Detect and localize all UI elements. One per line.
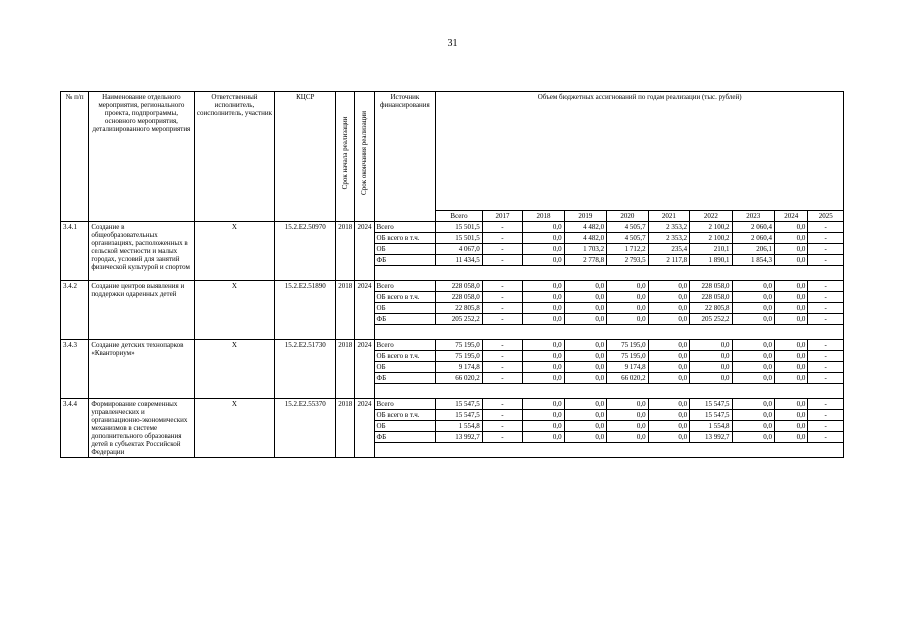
amount-cell: 0,0 [775, 351, 808, 362]
amount-cell: - [808, 292, 844, 303]
amount-cell: 22 805,8 [436, 303, 483, 314]
amount-cell: - [808, 255, 844, 266]
amount-cell: 0,0 [523, 222, 564, 233]
row-responsible: Х [194, 399, 275, 458]
row-number: 3.4.2 [61, 281, 89, 340]
amount-cell: 0,0 [523, 362, 564, 373]
amount-cell: 0,0 [775, 399, 808, 410]
amount-cell: 0,0 [607, 281, 648, 292]
year-header: 2023 [732, 211, 774, 222]
amount-cell: 75 195,0 [607, 340, 648, 351]
year-header: 2021 [648, 211, 689, 222]
row-responsible: Х [194, 340, 275, 399]
amount-cell: 0,0 [564, 292, 606, 303]
amount-cell: 13 992,7 [690, 432, 732, 443]
amount-cell: 0,0 [648, 362, 689, 373]
amount-cell: - [482, 314, 522, 325]
amount-cell: - [808, 362, 844, 373]
amount-cell: 0,0 [690, 362, 732, 373]
row-end: 2024 [355, 399, 374, 458]
amount-cell: 206,1 [732, 244, 774, 255]
col-resp-header: Ответственный исполнитель, соисполнитель, участник [194, 92, 275, 222]
amount-cell: 75 195,0 [607, 351, 648, 362]
amount-cell: 15 547,5 [436, 399, 483, 410]
amount-cell: 0,0 [648, 432, 689, 443]
amount-cell: 15 501,5 [436, 222, 483, 233]
funding-source: ОБ всего в т.ч. [374, 351, 436, 362]
amount-cell: 0,0 [523, 244, 564, 255]
amount-cell: - [482, 233, 522, 244]
amount-cell: 75 195,0 [436, 340, 483, 351]
amount-cell: 228 058,0 [436, 292, 483, 303]
amount-cell: - [808, 244, 844, 255]
funding-source: ОБ [374, 303, 436, 314]
amount-cell: 205 252,2 [690, 314, 732, 325]
amount-cell: 0,0 [607, 292, 648, 303]
funding-source: ОБ [374, 362, 436, 373]
row-end: 2024 [355, 281, 374, 340]
amount-cell: 0,0 [775, 281, 808, 292]
row-number: 3.4.4 [61, 399, 89, 458]
amount-cell: 0,0 [775, 314, 808, 325]
year-header: 2017 [482, 211, 522, 222]
amount-cell: 66 020,2 [436, 373, 483, 384]
amount-cell: 75 195,0 [436, 351, 483, 362]
amount-cell: 0,0 [775, 362, 808, 373]
amount-cell: 0,0 [607, 410, 648, 421]
funding-source: ОБ всего в т.ч. [374, 292, 436, 303]
amount-cell: 0,0 [775, 292, 808, 303]
amount-cell: - [482, 399, 522, 410]
amount-cell: 205 252,2 [436, 314, 483, 325]
spacer-cell [374, 384, 843, 399]
amount-cell: 235,4 [648, 244, 689, 255]
funding-source: ОБ [374, 244, 436, 255]
col-name-header: Наименование отдельного мероприятия, регионального проекта, подпрограммы, основного мероприятия, детализированного мероприятия [89, 92, 194, 222]
row-start: 2018 [336, 399, 355, 458]
amount-cell: 1 703,2 [564, 244, 606, 255]
funding-source: ОБ всего в т.ч. [374, 410, 436, 421]
amount-cell: 4 505,7 [607, 233, 648, 244]
funding-source: ФБ [374, 255, 436, 266]
col-start-header [336, 92, 355, 222]
amount-cell: 15 547,5 [690, 399, 732, 410]
row-end: 2024 [355, 222, 374, 281]
amount-cell: 0,0 [648, 340, 689, 351]
amount-cell: - [808, 399, 844, 410]
amount-cell: - [808, 410, 844, 421]
amount-cell: 0,0 [607, 314, 648, 325]
year-header: 2024 [775, 211, 808, 222]
amount-cell: 0,0 [775, 222, 808, 233]
amount-cell: 4 482,0 [564, 222, 606, 233]
amount-cell: 0,0 [775, 244, 808, 255]
year-header: 2025 [808, 211, 844, 222]
funding-source: ФБ [374, 373, 436, 384]
row-kbk: 15.2.Е2.50970 [275, 222, 336, 281]
amount-cell: 4 482,0 [564, 233, 606, 244]
row-name: Формирование современных управленческих и организационно-экономических механизмов в системе дополнительного образования детей в субъектах Российской Федерации [89, 399, 194, 458]
col-end-header [355, 92, 374, 222]
amount-cell: 0,0 [523, 314, 564, 325]
funding-source: ОБ [374, 421, 436, 432]
amount-cell: 0,0 [732, 421, 774, 432]
amount-cell: - [808, 233, 844, 244]
amount-cell: 0,0 [732, 292, 774, 303]
amount-cell: 2 100,2 [690, 222, 732, 233]
amount-cell: 0,0 [775, 373, 808, 384]
amount-cell: - [482, 432, 522, 443]
amount-cell: - [808, 351, 844, 362]
amount-cell: 0,0 [523, 255, 564, 266]
row-number: 3.4.1 [61, 222, 89, 281]
year-header: 2022 [690, 211, 732, 222]
row-responsible: Х [194, 281, 275, 340]
amount-cell: 0,0 [564, 303, 606, 314]
amount-cell: 9 174,8 [607, 362, 648, 373]
amount-cell: 0,0 [648, 314, 689, 325]
amount-cell: 0,0 [607, 432, 648, 443]
amount-cell: 0,0 [775, 432, 808, 443]
amount-cell: 228 058,0 [690, 281, 732, 292]
row-end: 2024 [355, 340, 374, 399]
amount-cell: 0,0 [775, 421, 808, 432]
amount-cell: 0,0 [523, 432, 564, 443]
amount-cell: - [482, 421, 522, 432]
amount-cell: 15 501,5 [436, 233, 483, 244]
amount-cell: 0,0 [775, 233, 808, 244]
amount-cell: 1 890,1 [690, 255, 732, 266]
row-start: 2018 [336, 281, 355, 340]
amount-cell: 9 174,8 [436, 362, 483, 373]
amount-cell: 0,0 [648, 399, 689, 410]
amount-cell: 0,0 [775, 410, 808, 421]
amount-cell: 0,0 [523, 421, 564, 432]
amount-cell: 0,0 [564, 399, 606, 410]
amount-cell: 0,0 [648, 351, 689, 362]
amount-cell: 0,0 [523, 292, 564, 303]
amount-cell: 0,0 [648, 410, 689, 421]
amount-cell: 22 805,8 [690, 303, 732, 314]
amount-cell: - [482, 281, 522, 292]
year-header: 2018 [523, 211, 564, 222]
funding-source: Всего [374, 222, 436, 233]
amount-cell: 0,0 [732, 432, 774, 443]
amount-cell: 15 547,5 [690, 410, 732, 421]
table-body [61, 222, 844, 458]
amount-cell: 0,0 [607, 421, 648, 432]
year-header: 2019 [564, 211, 606, 222]
amount-cell: - [808, 222, 844, 233]
row-start: 2018 [336, 340, 355, 399]
table-row [61, 399, 844, 410]
amount-cell: 0,0 [564, 340, 606, 351]
amount-cell: 15 547,5 [436, 410, 483, 421]
amount-cell: 0,0 [564, 351, 606, 362]
amount-cell: 0,0 [564, 314, 606, 325]
amount-cell: - [482, 373, 522, 384]
amount-cell: - [482, 244, 522, 255]
amount-cell: 0,0 [775, 255, 808, 266]
funding-source: ОБ всего в т.ч. [374, 233, 436, 244]
spacer-cell [374, 325, 843, 340]
col-volume-header: Объем бюджетных ассигнований по годам реализации (тыс. рублей) [436, 92, 844, 211]
row-kbk: 15.2.Е2.51890 [275, 281, 336, 340]
year-header: Всего [436, 211, 483, 222]
header-row [61, 92, 844, 211]
amount-cell: 66 020,2 [607, 373, 648, 384]
amount-cell: 0,0 [648, 373, 689, 384]
amount-cell: 0,0 [607, 303, 648, 314]
page-number: 31 [447, 38, 458, 49]
amount-cell: 0,0 [732, 281, 774, 292]
amount-cell: 228 058,0 [436, 281, 483, 292]
amount-cell: 0,0 [732, 340, 774, 351]
amount-cell: 1 712,2 [607, 244, 648, 255]
row-kbk: 15.2.Е2.51730 [275, 340, 336, 399]
row-number: 3.4.3 [61, 340, 89, 399]
amount-cell: - [482, 292, 522, 303]
amount-cell: 1 554,8 [690, 421, 732, 432]
amount-cell: 0,0 [523, 373, 564, 384]
amount-cell: 0,0 [564, 410, 606, 421]
year-header: 2020 [607, 211, 648, 222]
amount-cell: - [808, 373, 844, 384]
amount-cell: 0,0 [523, 281, 564, 292]
budget-table [60, 91, 844, 458]
amount-cell: 2 778,8 [564, 255, 606, 266]
amount-cell: 0,0 [564, 421, 606, 432]
amount-cell: 0,0 [732, 410, 774, 421]
amount-cell: 0,0 [732, 314, 774, 325]
col-source-header: Источник финансирования [374, 92, 436, 222]
row-kbk: 15.2.Е2.55370 [275, 399, 336, 458]
amount-cell: - [482, 340, 522, 351]
amount-cell: 11 434,5 [436, 255, 483, 266]
table-row [61, 340, 844, 351]
funding-source: ФБ [374, 314, 436, 325]
amount-cell: 0,0 [732, 373, 774, 384]
amount-cell: 0,0 [523, 233, 564, 244]
amount-cell: - [808, 421, 844, 432]
amount-cell: - [808, 281, 844, 292]
amount-cell: - [482, 222, 522, 233]
end-label: Срок окончания реализации [360, 111, 369, 195]
row-name: Создание детских технопарков «Кванториум» [89, 340, 194, 399]
amount-cell: 0,0 [648, 281, 689, 292]
amount-cell: 0,0 [564, 432, 606, 443]
amount-cell: 0,0 [648, 421, 689, 432]
amount-cell: 13 992,7 [436, 432, 483, 443]
amount-cell: - [482, 362, 522, 373]
amount-cell: 0,0 [523, 399, 564, 410]
amount-cell: 0,0 [564, 362, 606, 373]
spacer-cell [374, 266, 843, 281]
amount-cell: 0,0 [523, 410, 564, 421]
amount-cell: 2 793,5 [607, 255, 648, 266]
amount-cell: 0,0 [732, 399, 774, 410]
amount-cell: 0,0 [690, 373, 732, 384]
amount-cell: - [808, 432, 844, 443]
amount-cell: 0,0 [775, 340, 808, 351]
amount-cell: 2 117,8 [648, 255, 689, 266]
row-name: Создание в общеобразовательных организациях, расположенных в сельской местности и малых городах, условий для занятий физической культурой и спортом [89, 222, 194, 281]
funding-source: Всего [374, 281, 436, 292]
col-kbk-header: КЦСР [275, 92, 336, 222]
amount-cell: 2 353,2 [648, 222, 689, 233]
amount-cell: 0,0 [523, 351, 564, 362]
amount-cell: 4 067,0 [436, 244, 483, 255]
amount-cell: 1 854,3 [732, 255, 774, 266]
amount-cell: 0,0 [523, 340, 564, 351]
amount-cell: 0,0 [732, 303, 774, 314]
amount-cell: 0,0 [607, 399, 648, 410]
table-row [61, 222, 844, 233]
amount-cell: 0,0 [523, 303, 564, 314]
amount-cell: - [808, 303, 844, 314]
row-start: 2018 [336, 222, 355, 281]
amount-cell: 0,0 [732, 362, 774, 373]
amount-cell: 1 554,8 [436, 421, 483, 432]
amount-cell: 0,0 [690, 340, 732, 351]
amount-cell: - [808, 340, 844, 351]
col-num-header: № п/п [61, 92, 89, 222]
amount-cell: 210,1 [690, 244, 732, 255]
amount-cell: - [808, 314, 844, 325]
amount-cell: 2 060,4 [732, 233, 774, 244]
start-label: Срок начала реализации [341, 116, 350, 190]
amount-cell: 2 353,2 [648, 233, 689, 244]
amount-cell: 228 058,0 [690, 292, 732, 303]
row-responsible: Х [194, 222, 275, 281]
amount-cell: - [482, 255, 522, 266]
amount-cell: - [482, 410, 522, 421]
amount-cell: 0,0 [648, 292, 689, 303]
table-row [61, 281, 844, 292]
amount-cell: 2 100,2 [690, 233, 732, 244]
amount-cell: - [482, 303, 522, 314]
funding-source: ФБ [374, 432, 436, 443]
amount-cell: 0,0 [564, 373, 606, 384]
row-name: Создание центров выявления и поддержки одаренных детей [89, 281, 194, 340]
amount-cell: 0,0 [775, 303, 808, 314]
amount-cell: 0,0 [648, 303, 689, 314]
funding-source: Всего [374, 340, 436, 351]
amount-cell: 2 060,4 [732, 222, 774, 233]
funding-source: Всего [374, 399, 436, 410]
amount-cell: 0,0 [690, 351, 732, 362]
amount-cell: 0,0 [564, 281, 606, 292]
spacer-cell [374, 443, 843, 458]
amount-cell: - [482, 351, 522, 362]
amount-cell: 4 505,7 [607, 222, 648, 233]
amount-cell: 0,0 [732, 351, 774, 362]
